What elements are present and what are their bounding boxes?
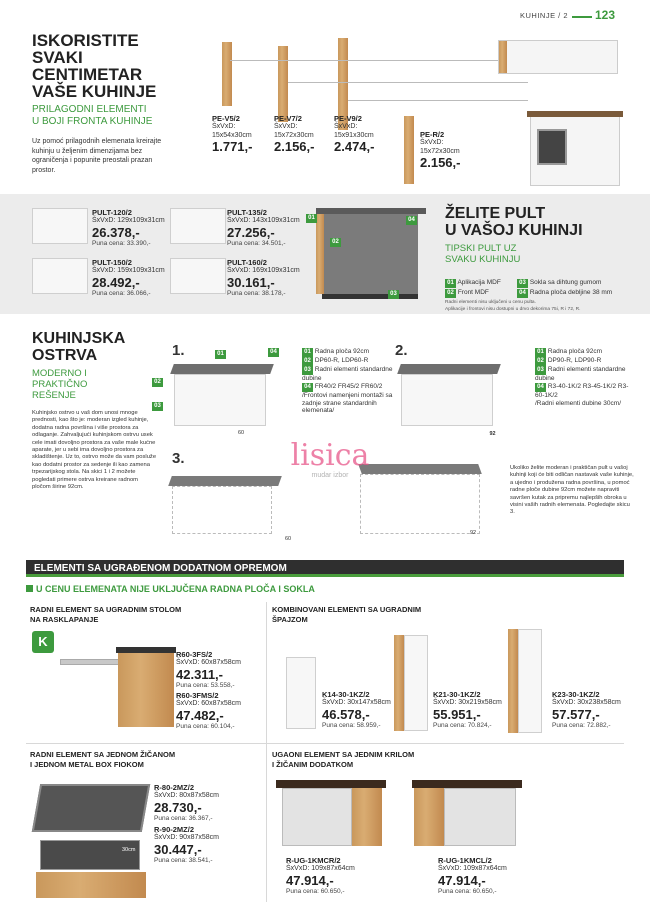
pult-title — [445, 205, 583, 239]
drawer-front — [36, 872, 146, 898]
old-price: Puna cena: 60.650,- — [286, 887, 345, 895]
step-badge: 02 — [535, 357, 546, 366]
pantry-k21-image — [394, 635, 404, 731]
hero-title-line: SVAKI — [32, 48, 83, 67]
hero-description: Uz pomoć prilagodnih elemenata kreirajte kuhinju u željenim dimenzijama bez ograničenja i popunite preostali prazan prostor. — [32, 138, 162, 174]
island-2-body — [401, 374, 493, 426]
legend-num: 04 — [517, 289, 528, 298]
old-price: Puna cena: 53.558,- — [176, 681, 235, 689]
dims: ŠxVxD: 129x109x31cm — [92, 217, 165, 224]
dim-b: 92 — [489, 431, 496, 437]
box-title-line: RADNI ELEMENT SA JEDNOM ŽIČANOM — [30, 750, 176, 759]
dims: ŠxVxD: 80x87x58cm — [154, 792, 219, 799]
legend-item — [517, 288, 612, 298]
box-title-line: KOMBINOVANI ELEMENTI SA UGRADNIM — [272, 605, 422, 614]
corner-door — [352, 788, 382, 846]
callout-04: 04 — [406, 216, 417, 225]
product-code: PE-V9/2 — [334, 114, 362, 123]
pult-150-image — [32, 258, 88, 294]
pantry-k23-body — [518, 629, 542, 733]
dims: ŠxVxD: 60x87x58cm — [176, 659, 241, 666]
product-pe-v9 — [334, 114, 394, 154]
pult-160-image — [170, 258, 226, 294]
step-badge: 02 — [302, 357, 313, 366]
step-badge: 04 — [302, 383, 313, 392]
price: 26.378,- — [92, 224, 140, 240]
price: 28.730,- — [154, 799, 202, 815]
step-item — [302, 392, 397, 415]
filler-panel-v7 — [278, 46, 288, 122]
callout-01: 01 — [306, 214, 317, 223]
legend-item — [445, 278, 501, 288]
island-subtitle — [32, 368, 87, 401]
old-price: Puna cena: 33.390,- — [92, 239, 151, 247]
hero-title — [32, 32, 182, 100]
subbanner-text: U CENU ELEMENATA NIJE UKLJUČENA RADNA PLOČA I SOKLA — [36, 584, 315, 594]
legend-label: Aplikacija MDF — [457, 279, 501, 286]
island-title-line: KUHINJSKA — [32, 330, 126, 347]
price: 27.256,- — [227, 224, 275, 240]
step-text: /Radni elementi dubine 30cm/ — [535, 399, 621, 407]
island-title — [32, 330, 125, 364]
filler-panel-v5 — [222, 42, 232, 106]
legend-num: 01 — [445, 279, 456, 288]
pult-side — [316, 214, 324, 294]
hero-title-line: ISKORISTITE — [32, 31, 139, 50]
pantry-k23-image — [508, 629, 518, 733]
product-k21 — [433, 690, 505, 730]
corner-body — [282, 788, 352, 846]
step-text: R3-40-1K/2 R3-45-1K/2 R3-60-1K/2 — [535, 382, 629, 399]
product-code: R-UG-1KMCR/2 — [286, 856, 341, 865]
price: 30.447,- — [154, 841, 202, 857]
step-item — [535, 357, 635, 366]
step-text: Radna ploča 92cm — [314, 348, 370, 355]
dims: ŠxVxD: 109x87x64cm — [438, 865, 507, 872]
callout-02: 02 — [330, 238, 341, 247]
island-2-top — [397, 364, 501, 374]
step-item — [302, 366, 397, 383]
price: 47.914,- — [438, 872, 486, 888]
dims: ŠxVxD: 30x238x58cm — [552, 699, 621, 706]
step-2-list — [535, 348, 635, 407]
pantry-k14-image — [286, 657, 316, 729]
step-text: DP60-R, LDP60-R — [314, 357, 369, 364]
product-code: K14-30-1KZ/2 — [322, 690, 370, 699]
island-title-line: OSTRVA — [32, 347, 98, 364]
callout-01: 01 — [215, 350, 226, 359]
box-title-line: I ŽIČANIM DODATKOM — [272, 759, 354, 769]
dim-a: 60 — [238, 430, 245, 436]
product-code: PULT-120/2 — [92, 208, 132, 217]
builtin-subbanner — [26, 584, 315, 594]
connector-line — [230, 60, 520, 61]
corner-left-image — [412, 780, 522, 850]
box-title-line: RADNI ELEMENT SA UGRADNIM STOLOM — [30, 605, 182, 614]
dims: ŠxVxD: 169x109x31cm — [227, 267, 300, 274]
product-r60-3fms — [176, 691, 266, 731]
hero-subtitle-line: U BOJI FRONTA KUHINJE — [32, 116, 153, 127]
price: 2.474,- — [334, 139, 375, 154]
product-code: R-UG-1KMCL/2 — [438, 856, 492, 865]
product-r90-2mz — [154, 825, 262, 865]
oven — [537, 129, 567, 165]
pult-120-image — [32, 208, 88, 244]
island-step-2 — [395, 342, 535, 442]
product-pe-v5 — [212, 114, 272, 154]
price: 1.771,- — [212, 139, 253, 154]
dims: ŠxVxD: 109x87x64cm — [286, 865, 355, 872]
legend-label: Front MDF — [457, 289, 489, 296]
divider-vertical — [266, 602, 267, 902]
old-price: Puna cena: 70.824,- — [433, 721, 492, 729]
countertop — [527, 111, 623, 117]
header-rule — [572, 16, 592, 18]
upper-cabinets — [498, 40, 618, 74]
k-logo-icon: K — [32, 631, 54, 653]
pult-base — [322, 294, 418, 299]
product-r80-2mz — [154, 783, 262, 823]
box-table-element — [30, 605, 264, 740]
dims: ŠxVxD: 60x87x58cm — [176, 700, 241, 707]
callout-03: 03 — [388, 290, 399, 299]
corner-door — [414, 788, 444, 846]
upper-cabinet-filler — [499, 41, 507, 73]
dims: ŠxVxD: 159x109x31cm — [92, 267, 165, 274]
pult-illustration — [308, 208, 438, 303]
divider-horizontal — [26, 743, 624, 744]
step-item — [302, 348, 397, 357]
step-badge: 03 — [535, 366, 546, 375]
pult-160 — [227, 258, 307, 298]
step-text: Radni elementi standardne dubine — [302, 366, 393, 382]
step-1-list — [302, 348, 397, 415]
connector-line — [348, 100, 528, 101]
product-r60-3fs — [176, 650, 266, 690]
product-code: PE-R/2 — [420, 130, 445, 139]
box-title-line: NA RASKLAPANJE — [30, 614, 99, 624]
pult-subtitle — [445, 243, 520, 265]
builtin-banner — [26, 560, 624, 577]
old-price: Puna cena: 36.066,- — [92, 289, 151, 297]
dims: 15x72x30cm — [420, 147, 460, 155]
callout-02: 02 — [152, 378, 163, 387]
step-text: Radni elementi standardne dubine — [535, 366, 626, 382]
step-item — [535, 366, 635, 383]
island-subtitle-line: REŠENJE — [32, 390, 76, 401]
hero-title-line: VAŠE KUHINJE — [32, 82, 157, 101]
step-item — [535, 400, 635, 408]
price: 47.482,- — [176, 707, 224, 723]
step-badge: 01 — [535, 348, 546, 357]
hero-subtitle — [32, 104, 152, 128]
island-subtitle-line: MODERNO I — [32, 368, 87, 379]
step-number: 3. — [172, 450, 185, 467]
pult-subtitle-line: SVAKU KUHINJU — [445, 254, 521, 265]
old-price: Puna cena: 34.501,- — [227, 239, 286, 247]
step-number: 1. — [172, 342, 185, 359]
pult-135-image — [170, 208, 226, 244]
legend-item — [445, 288, 489, 298]
dims: ŠxVxD: 143x109x31cm — [227, 217, 300, 224]
banner-title: ELEMENTI SA UGRAĐENOM DODATNOM OPREMOM — [34, 563, 287, 574]
watermark-tagline: mudar izbor — [311, 472, 349, 479]
pult-subtitle-line: TIPSKI PULT UZ — [445, 243, 517, 254]
step-item — [302, 383, 397, 392]
price: 46.578,- — [322, 706, 370, 722]
box-title-line: I JEDNOM METAL BOX FIOKOM — [30, 759, 144, 769]
old-price: Puna cena: 36.367,- — [154, 814, 213, 822]
cabinet-front — [118, 653, 174, 727]
product-code: R60-3FS/2 — [176, 650, 213, 659]
step-badge: 04 — [535, 383, 546, 392]
dim-label: 30cm — [122, 847, 136, 853]
corner-right-image — [276, 780, 386, 850]
hero-subtitle-line: PRILAGODNI ELEMENTI — [32, 104, 147, 115]
box-wire-drawer — [30, 750, 264, 910]
hero-illustration — [200, 20, 620, 190]
box-corner-element — [272, 750, 627, 910]
legend-num: 03 — [517, 279, 528, 288]
product-code: R60-3FMS/2 — [176, 691, 219, 700]
connector-line — [288, 82, 528, 83]
dims: ŠxVxD: 30x219x58cm — [433, 699, 502, 706]
product-code: R-80-2MZ/2 — [154, 783, 195, 792]
pantry-k21-body — [404, 635, 428, 731]
step-text: Radna ploča 92cm — [547, 348, 603, 355]
base-cabinets — [530, 116, 620, 186]
callout-04: 04 — [268, 348, 279, 357]
dims: 15x91x30cm — [334, 131, 374, 139]
dims: 15x72x30cm — [274, 131, 314, 139]
island-1-top — [170, 364, 274, 374]
step-item — [535, 383, 635, 400]
pult-120 — [92, 208, 172, 248]
price: 42.311,- — [176, 666, 223, 682]
product-code: PE-V5/2 — [212, 114, 240, 123]
product-code: K21-30-1KZ/2 — [433, 690, 481, 699]
watermark — [270, 440, 390, 479]
product-code: PULT-135/2 — [227, 208, 267, 217]
filler-panel-r — [404, 116, 414, 184]
step-number: 2. — [395, 342, 408, 359]
box-title-line: ŠPAJZOM — [272, 614, 308, 624]
price: 47.914,- — [286, 872, 334, 888]
dim-label: ŠxVxD: — [334, 123, 358, 130]
product-k23 — [552, 690, 624, 730]
step-badge: 01 — [302, 348, 313, 357]
callout-03: 03 — [152, 402, 163, 411]
drawer-box — [40, 840, 140, 870]
legend-num: 02 — [445, 289, 456, 298]
product-code: PE-V7/2 — [274, 114, 302, 123]
pult-front — [322, 214, 418, 294]
product-code: PULT-150/2 — [92, 258, 132, 267]
box-title-line: UGAONI ELEMENT SA JEDNIM KRILOM — [272, 750, 415, 759]
dim-label: ŠxVxD: — [212, 123, 236, 130]
step-item — [302, 357, 397, 366]
product-rug-1kmcr — [286, 856, 386, 896]
box-pantry-elements — [272, 605, 627, 740]
corner-worktop — [276, 780, 386, 788]
pult-title-line: U VAŠOJ KUHINJI — [445, 222, 583, 239]
price: 2.156,- — [420, 155, 461, 170]
dim-label: ŠxVxD: — [274, 123, 298, 130]
old-price: Puna cena: 38.541,- — [154, 856, 213, 864]
pult-title-line: ŽELITE PULT — [445, 205, 546, 222]
arrow-icon — [26, 585, 33, 592]
note-line: Aplikacije i frontovi nisu dostupni u drvo dekorima 75i, R i 72, R. — [445, 306, 581, 312]
corner-worktop — [412, 780, 522, 788]
island-description: Kuhinjsko ostrvo u vaš dom unosi mnoge prednosti, kao što je: moderan izgled kuhinje, dodatna radna površina i više prostora za odlaganje. Zahvaljujući kuhinjskom ostrvu usek cele imati dovoljno prostora za vaše male kućne aparate, jer u sebi ima dovoljno prostora za skladištenje. Uz to, ostrvo može da vam posluže kao dodatni prostor za sedenje ili kao zamena trpezarijskog stola. Na skici 1 i 2 možete pogledati primere ostrva kreirane radnom pločom širine 92cm. — [32, 410, 157, 491]
step-text: DP90-R, LDP90-R — [547, 357, 602, 364]
price: 28.492,- — [92, 274, 140, 290]
table-cabinet-image — [60, 639, 170, 729]
pult-notes — [445, 300, 645, 313]
dims: ŠxVxD: 90x87x58cm — [154, 834, 219, 841]
pult-150 — [92, 258, 172, 298]
step-text: FR40/2 FR45/2 FR60/2 — [314, 382, 383, 390]
price: 2.156,- — [274, 139, 315, 154]
corner-body-left — [172, 486, 272, 534]
old-price: Puna cena: 58.959,- — [322, 721, 381, 729]
step-3-text: Ukoliko želite moderan i praktičan pult u vašoj kuhinji koji će biti odličan nastavak vaše kuhinje, a ujedno i produžena radna površina, u pomoć radne ploče dubine 92cm možete napraviti savršen kutak za pripremu najlepših obroka u visini vaših radnih elemenata. Pogledajte skicu 3. — [510, 465, 634, 516]
corner-body — [444, 788, 516, 846]
price: 57.577,- — [552, 706, 600, 722]
section-label: KUHINJE / 2 — [520, 11, 569, 20]
old-price: Puna cena: 60.104,- — [176, 722, 235, 730]
price: 55.951,- — [433, 706, 481, 722]
product-code: R-90-2MZ/2 — [154, 825, 195, 834]
old-price: Puna cena: 72.882,- — [552, 721, 611, 729]
drawer-basket — [32, 784, 150, 832]
pult-135 — [227, 208, 307, 248]
island-step-1 — [154, 342, 305, 442]
dims: 15x54x30cm — [212, 131, 252, 139]
step-badge: 03 — [302, 366, 313, 375]
old-price: Puna cena: 60.650,- — [438, 887, 497, 895]
legend-label: Radna ploča debljine 38 mm — [529, 289, 613, 296]
dim-b: 92 — [470, 530, 477, 536]
drawer-image — [32, 780, 150, 900]
step-item — [535, 348, 635, 357]
step-text: /Frontovi namenjeni montaži sa zadnje strane standardnih elemenata/ — [302, 391, 393, 415]
dim-a: 60 — [285, 536, 292, 542]
page-number: 123 — [595, 8, 616, 22]
product-pe-r — [420, 130, 480, 170]
product-code: PULT-160/2 — [227, 258, 267, 267]
legend-label: Sokla sa dihtung gumom — [529, 279, 602, 286]
dims: ŠxVxD: 30x147x58cm — [322, 699, 391, 706]
watermark-brand: lisica — [290, 438, 370, 473]
product-k14 — [322, 690, 394, 730]
dim-label: ŠxVxD: — [420, 139, 444, 146]
legend-item — [517, 278, 601, 288]
product-rug-1kmcl — [438, 856, 538, 896]
old-price: Puna cena: 38.178,- — [227, 289, 286, 297]
product-code: K23-30-1KZ/2 — [552, 690, 600, 699]
corner-top-left — [168, 476, 282, 486]
product-pe-v7 — [274, 114, 334, 154]
price: 30.161,- — [227, 274, 275, 290]
hero-title-line: CENTIMETAR — [32, 65, 143, 84]
corner-body-right — [360, 474, 480, 534]
note-line: Radni elementi nisu uključeni u cenu pulta. — [445, 300, 536, 305]
island-subtitle-line: PRAKTIČNO — [32, 379, 88, 390]
island-1-body — [174, 374, 266, 426]
pult-grid — [30, 204, 305, 304]
